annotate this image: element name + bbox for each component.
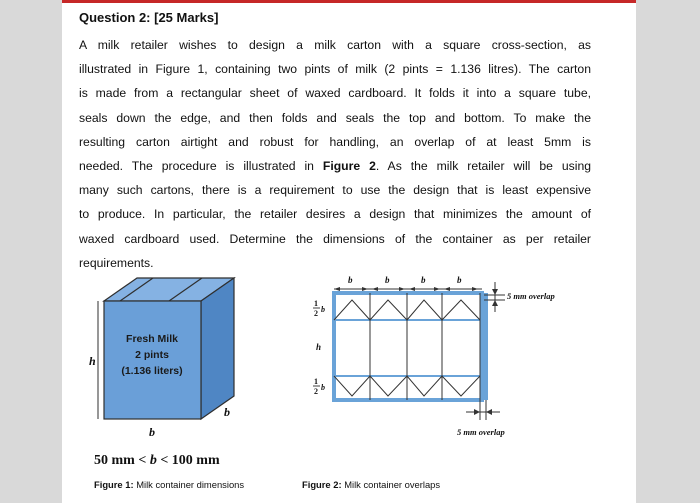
net-outer-frame <box>334 293 482 400</box>
net-half-top-b: b <box>321 305 325 314</box>
paragraph-line: illustrated in Figure 1, containing two pints of milk (2 pints = 1.136 litres). The carton <box>79 62 591 77</box>
constraint-right: < 100 mm <box>156 453 220 468</box>
figure-2-caption-label: Figure 2: <box>302 479 342 490</box>
carton-label-line-2: 2 pints <box>135 349 169 361</box>
paragraph-line: A milk retailer wishes to design a milk carton with a square cross-section, as <box>79 38 591 52</box>
question-title: Question 2: [25 Marks] <box>79 10 219 25</box>
paragraph-line: many such cartons, there is a requirement to use the design that is least expensive <box>79 183 591 198</box>
overlap-bottom-arrow-right <box>474 409 480 415</box>
paragraph-line: seals down the edge, and then folds and seals the top and bottom. To make the <box>79 110 591 125</box>
paragraph-line-tail: . As the milk retailer will be using <box>375 159 591 174</box>
overlap-bottom-label: 5 mm overlap <box>457 427 505 437</box>
overlap-top-label: 5 mm overlap <box>507 291 555 301</box>
top-accent-bar <box>62 0 636 3</box>
net-half-bottom-num: 1 <box>314 377 318 386</box>
paragraph-line <box>79 154 591 178</box>
carton-side-face <box>201 278 234 419</box>
net-right-overlap-strip <box>482 293 488 400</box>
net-b-label-2: b <box>385 275 390 285</box>
overlap-top-arrow-down <box>492 289 498 295</box>
figure-1-caption-label: Figure 1: <box>94 479 134 490</box>
constraint-variable: b <box>149 453 157 468</box>
b-constraint <box>94 453 220 469</box>
carton-label-line-1: Fresh Milk <box>126 333 178 345</box>
net-half-bottom-b: b <box>321 383 325 392</box>
dimension-b-bottom-label: b <box>149 425 155 439</box>
net-half-top-num: 1 <box>314 299 318 308</box>
paragraph-line: is made from a rectangular sheet of waxed cardboard. It folds it into a square tube, <box>79 86 591 101</box>
net-half-top-den: 2 <box>314 309 318 318</box>
overlap-bottom-arrow-left <box>486 409 492 415</box>
paragraph-line-head: needed. The procedure is illustrated in <box>79 159 323 174</box>
net-b-label-3: b <box>421 275 426 285</box>
overlap-top-arrow-up <box>492 300 498 306</box>
dimension-b-side-label: b <box>224 405 230 419</box>
dimension-h-label: h <box>89 354 96 368</box>
figure-1-caption-text: Milk container dimensions <box>133 479 245 490</box>
net-b-label-4: b <box>457 275 462 285</box>
figure-2-reference: Figure 2 <box>322 159 376 174</box>
carton-label-line-3: (1.136 liters) <box>121 365 183 377</box>
figure-1-carton <box>80 270 270 450</box>
figure-1-caption <box>94 479 244 490</box>
paragraph-line: waxed cardboard used. Determine the dimensions of the container as per retailer <box>79 231 591 246</box>
figure-2-caption <box>302 479 440 490</box>
net-panel-lines <box>370 293 480 400</box>
figure-2-net <box>300 272 600 452</box>
paragraph-line: to produce. In particular, the retailer desires a design that minimizes the amount of <box>79 207 591 222</box>
constraint-left: 50 mm < <box>94 453 150 468</box>
net-h-label: h <box>316 342 322 352</box>
paragraph-line: resulting carton airtight and robust for handling, an overlap of at least 5mm is <box>79 134 591 149</box>
question-paragraph <box>79 33 591 275</box>
net-b-label-1: b <box>348 275 353 285</box>
figure-2-caption-text: Milk container overlaps <box>341 479 441 490</box>
net-half-bottom-den: 2 <box>314 387 318 396</box>
paragraph-line: requirements. <box>79 255 154 270</box>
